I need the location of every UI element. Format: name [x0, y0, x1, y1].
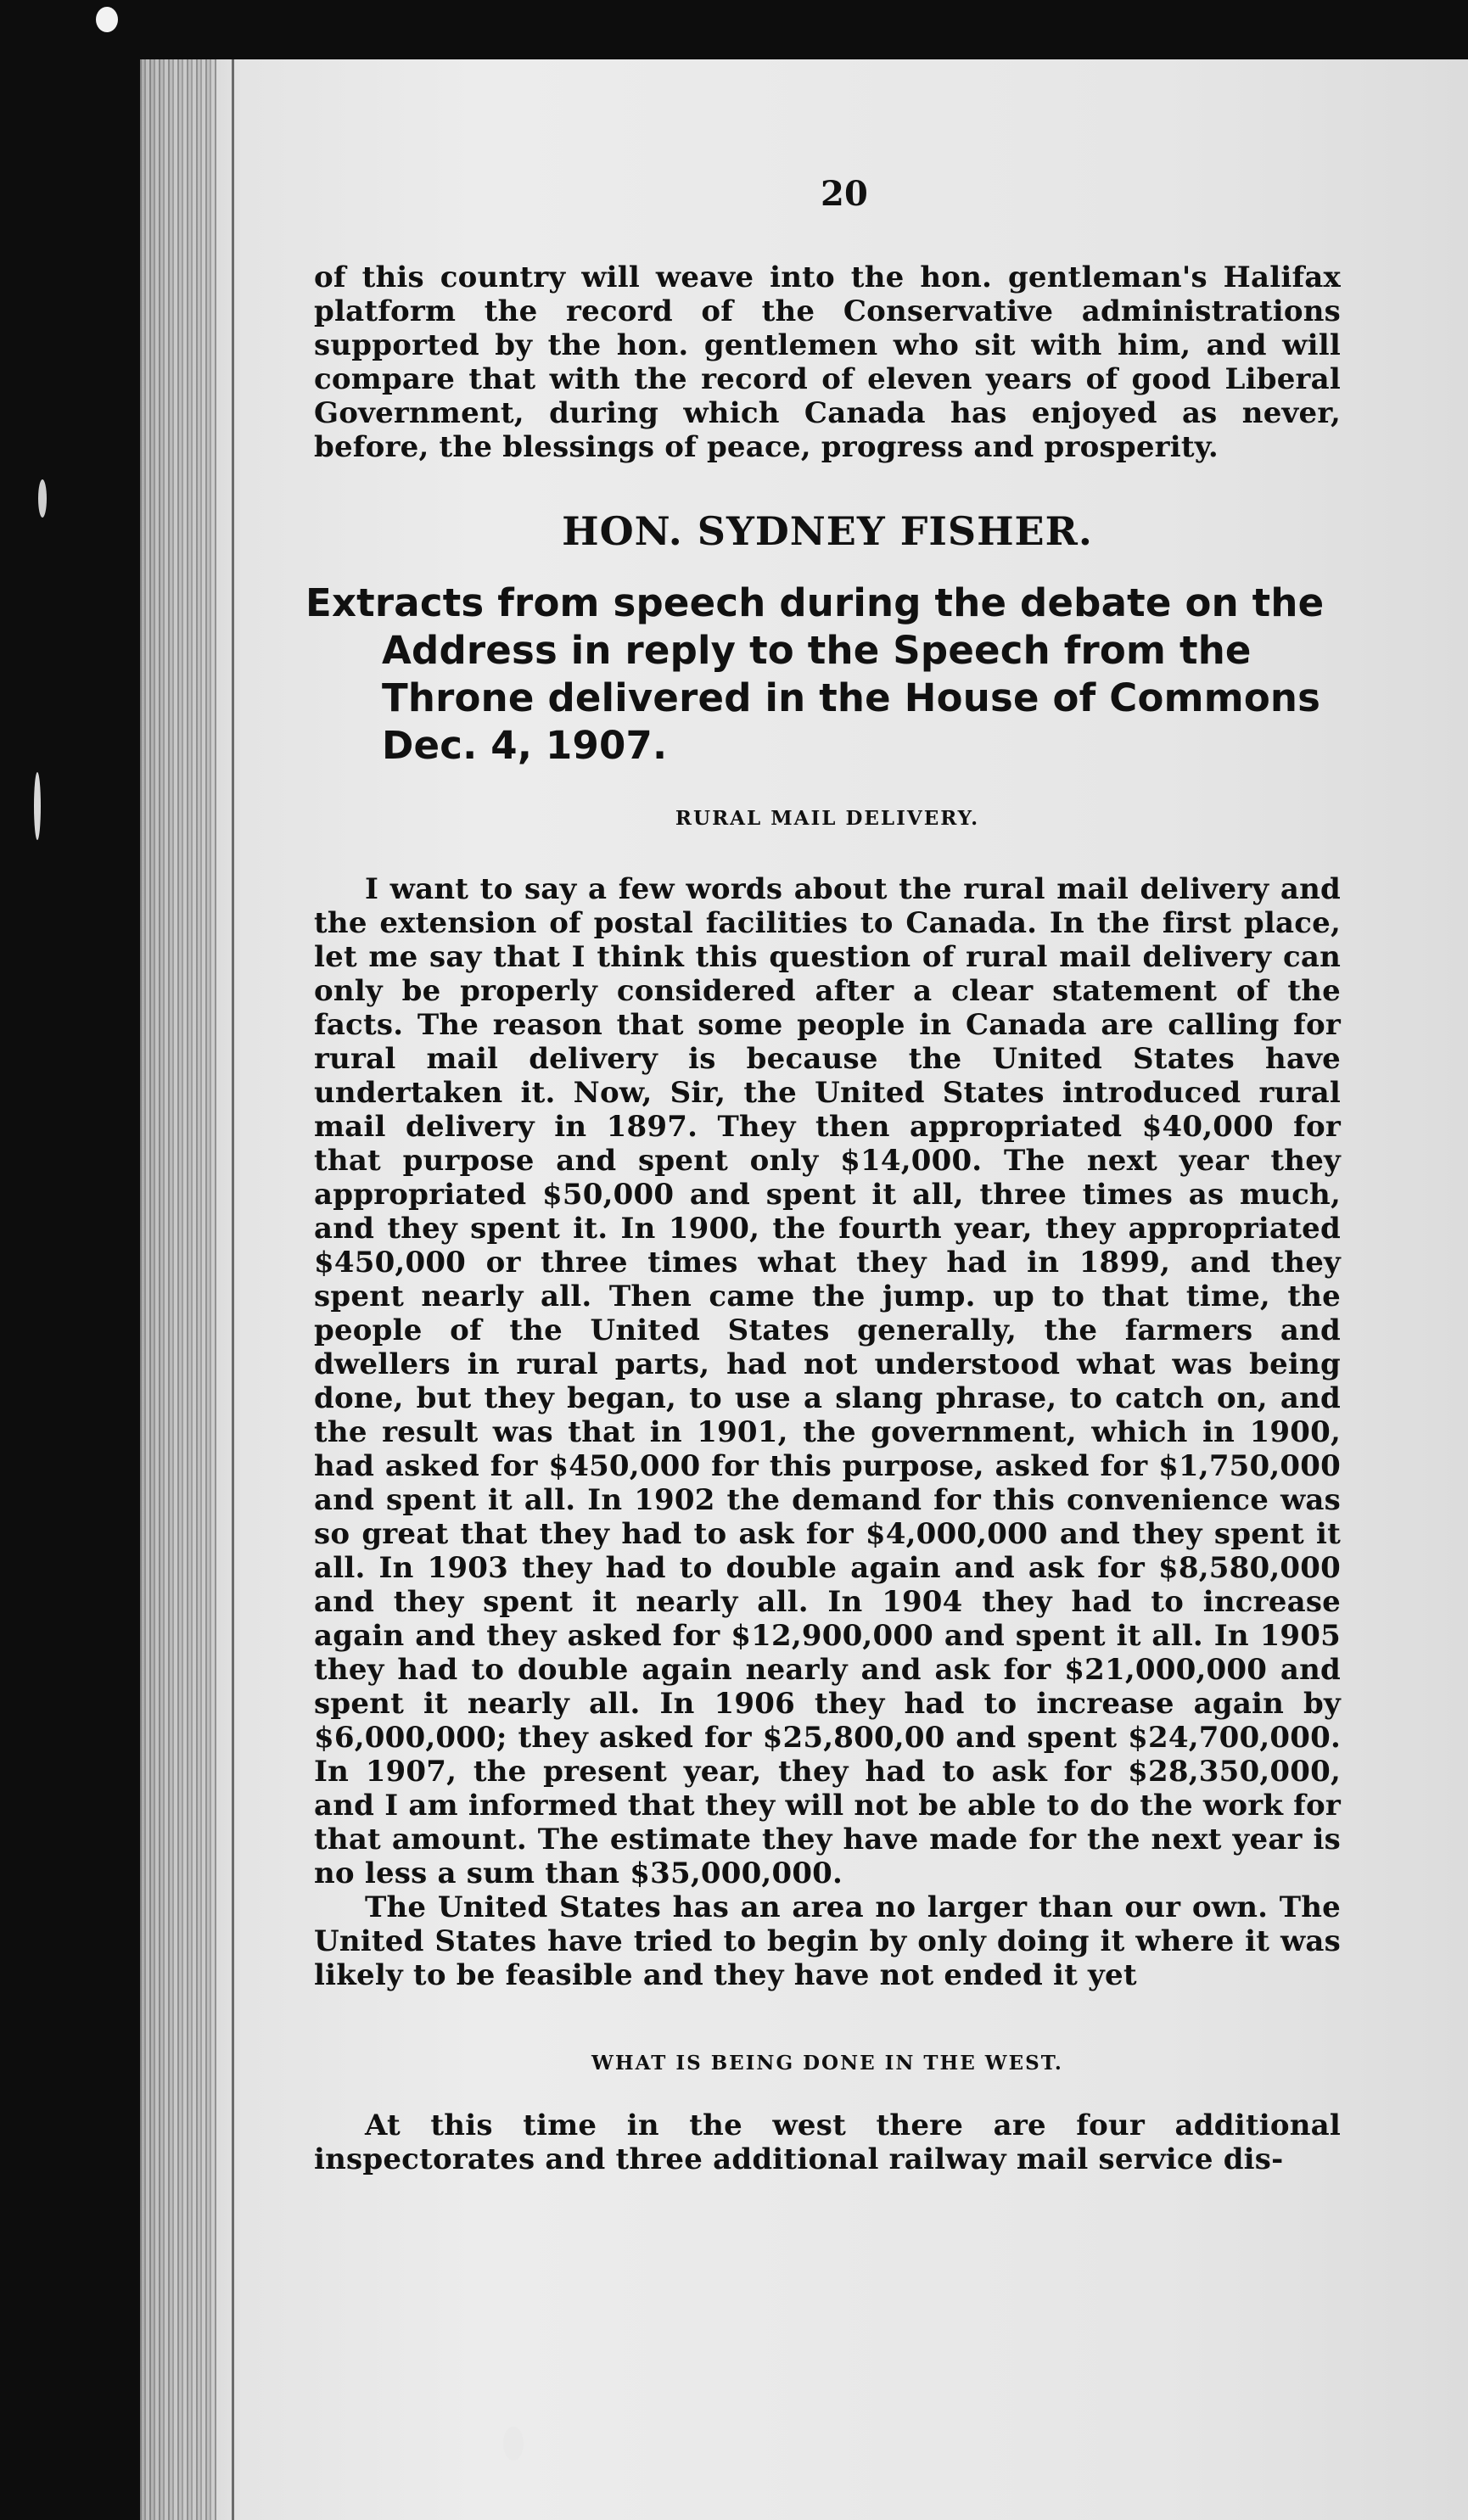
page-fold-line — [232, 59, 234, 2520]
scan-speck — [96, 7, 118, 32]
scan-speck — [503, 2427, 524, 2461]
body-paragraph: The United States has an area no larger than our own. The United States have tried to begin by only doing it where it was likely to be feasible and they have not ended it yet — [314, 1890, 1341, 1992]
section-heading-west: WHAT IS BEING DONE IN THE WEST. — [591, 2052, 1063, 2075]
page-number: 20 — [820, 174, 869, 214]
section-heading-rural-mail: RURAL MAIL DELIVERY. — [675, 807, 980, 830]
page-binding — [140, 59, 216, 2520]
document-body — [305, 174, 1341, 2176]
scan-speck — [38, 479, 47, 518]
speaker-heading: HON. SYDNEY FISHER. — [562, 508, 1093, 554]
extract-heading: Extracts from speech during the debate on the Address in reply to the Speech from the Throne delivered in the House of Commons Dec. 4, 1907. — [305, 580, 1325, 768]
body-paragraph: At this time in the west there are four additional inspectorates and three additional railway mail service dis- — [314, 2108, 1341, 2176]
body-paragraph: I want to say a few words about the rural mail delivery and the extension of postal facilities to Canada. In the first place, let me say that I think this question of rural mail delivery can only be properly considered after a clear statement of the facts. The reason that some people in Canada are calling for rural mail delivery is because the United States have undertaken it. Now, Sir, the United States introduced rural mail delivery in 1897. They then appropriated $40,000 for that purpose and spent only $14,000. The next year they appropriated $50,000 and spent it all, three times as much, and they spent it. In 1900, the fourth year, they appropriated $450,000 or three times what they had in 1899, and they spent nearly all. Then came the jump. up to that time, the people of the United States generally, the farmers and dwellers in rural parts, had not understood what was being done, but they began, to use a slang phrase, to catch on, and the result was that in 1901, the government, which in 1900, had asked for $450,000 for this purpose, asked for $1,750,000 and spent it all. In 1902 the demand for this convenience was so great that they had to ask for $4,000,000 and they spent it all. In 1903 they had to double again and ask for $8,580,000 and they spent it nearly all. In 1904 they had to increase again and they asked for $12,900,000 and spent it all. In 1905 they had to double again nearly and ask for $21,000,000 and spent it nearly all. In 1906 they had to increase again by $6,000,000; they asked for $25,800,00 and spent $24,700,000. In 1907, the present year, they had to ask for $28,350,000, and I am informed that they will not be able to do the work for that amount. The estimate they have made for the next year is no less a sum than $35,000,000. — [314, 872, 1341, 1890]
scan-speck — [34, 772, 41, 840]
opening-paragraph: of this country will weave into the hon. gentleman's Halifax platform the record of the Conservative administrations supported by the hon. gentlemen who sit with him, and will compare that with the record of eleven years of good Liberal Government, during which Canada has enjoyed as never, before, the blessings of peace, progress and prosperity. — [314, 260, 1341, 464]
